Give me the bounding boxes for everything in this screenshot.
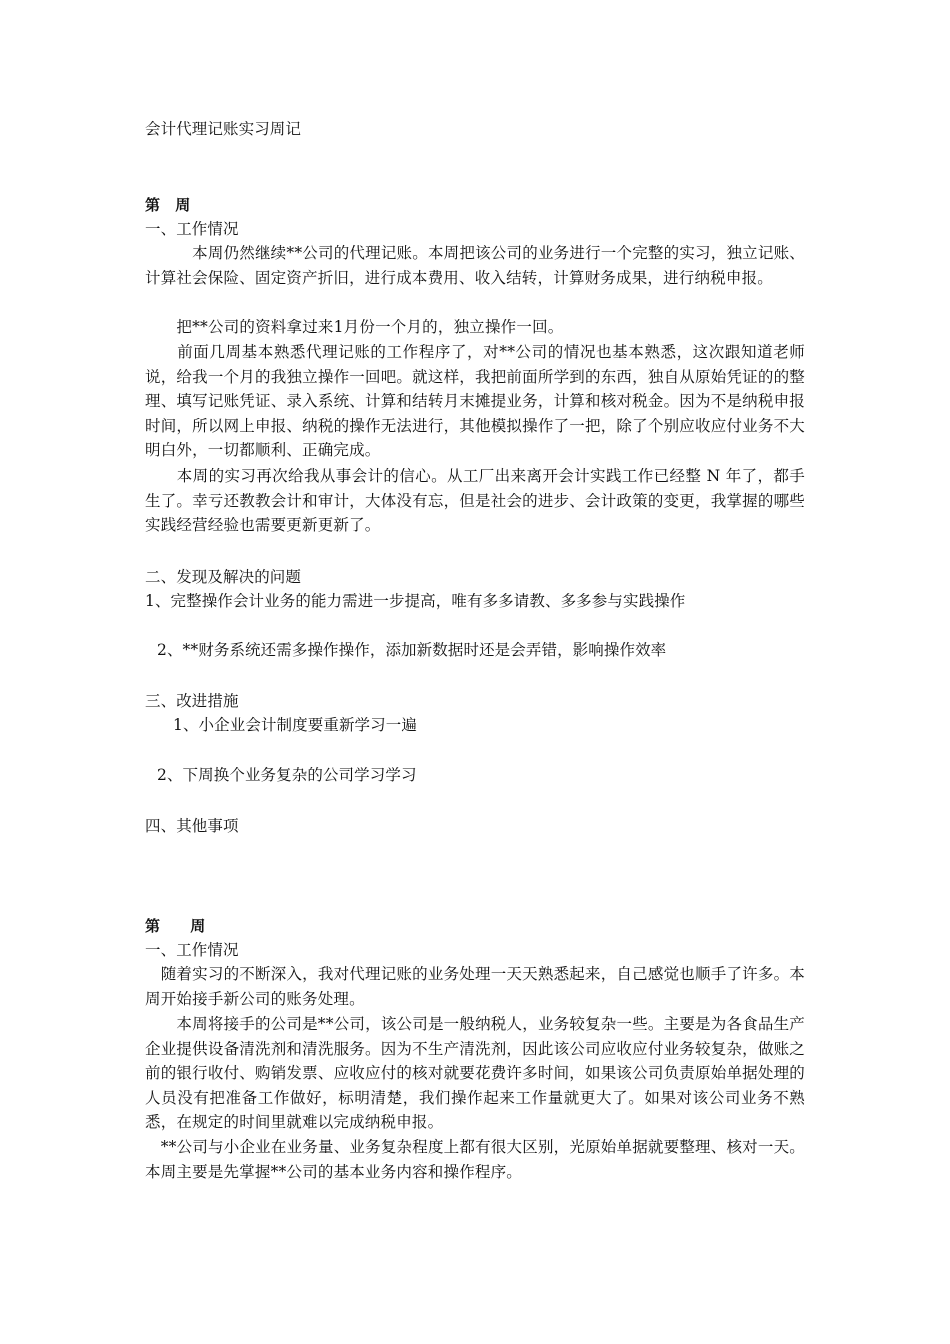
week2-paragraph-1: 随着实习的不断深入，我对代理记账的业务处理一天天熟悉起来，自己感觉也顺手了许多。本周开始接手新公司的账务处理。 <box>145 965 805 1008</box>
week1-paragraph-3: 前面几周基本熟悉代理记账的工作程序了，对**公司的情况也基本熟悉，这次跟知道老师说，给我一个月的我独立操作一回吧。就这样，我把前面所学到的东西，独自从原始凭证的的整理、填写记账凭证、录入系统、计算和结转月末摊提业务，计算和核对税金。因为不是纳税申报时间，所以网上申报、纳税的操作无法进行，其他模拟操作了一把，除了个别应收应付业务不大明白外，一切都顺利、正确完成。 <box>145 343 805 459</box>
week2-paragraph-2: 本周将接手的公司是**公司，该公司是一般纳税人，业务较复杂一些。主要是为各食品生产企业提供设备清洗剂和清洗服务。因为不生产清洗剂，因此该公司应收应付业务较复杂，做账之前的银行收付、购销发票、应收应付的核对就要花费许多时间，如果该公司负责原始单据处理的人员没有把准备工作做好，标明清楚，我们操作起来工作量就更大了。如果对该公司业务不熟悉，在规定的时间里就难以完成纳税申报。 <box>145 1015 805 1131</box>
week1-section1-title: 一、工作情况 <box>145 220 239 238</box>
week1-section3-title: 三、改进措施 <box>145 692 239 710</box>
week1-section2-item-2: 2、**财务系统还需多操作操作，添加新数据时还是会弄错，影响操作效率 <box>157 641 667 659</box>
week1-paragraph-1: 本周仍然继续**公司的代理记账。本周把该公司的业务进行一个完整的实习，独立记账、计算社会保险、固定资产折旧，进行成本费用、收入结转，计算财务成果，进行纳税申报。 <box>145 244 805 287</box>
week1-section2-item-1: 1、完整操作会计业务的能力需进一步提高，唯有多多请教、多多参与实践操作 <box>145 592 686 610</box>
week2-heading: 第 周 <box>145 917 206 935</box>
week1-paragraph-4: 本周的实习再次给我从事会计的信心。从工厂出来离开会计实践工作已经整 N 年了，都手生了。幸亏还教教会计和审计，大体没有忘，但是社会的进步、会计政策的变更，我掌握的哪些实践经营经验也需要更新更新了。 <box>145 467 805 534</box>
week1-section3-item-1: 1、小企业会计制度要重新学习一遍 <box>173 716 417 734</box>
week1-section3-item-2: 2、下周换个业务复杂的公司学习学习 <box>157 766 417 784</box>
document-title: 会计代理记账实习周记 <box>145 120 302 138</box>
week2-section1-title: 一、工作情况 <box>145 941 239 959</box>
week1-paragraph-2: 把**公司的资料拿过来1月份一个月的，独立操作一回。 <box>145 318 564 336</box>
week1-heading: 第 周 <box>145 196 191 214</box>
week1-section4-title: 四、其他事项 <box>145 817 239 835</box>
week2-paragraph-3: **公司与小企业在业务量、业务复杂程度上都有很大区别，光原始单据就要整理、核对一天。本周主要是先掌握**公司的基本业务内容和操作程序。 <box>145 1138 805 1181</box>
week1-section2-title: 二、发现及解决的问题 <box>145 568 302 586</box>
